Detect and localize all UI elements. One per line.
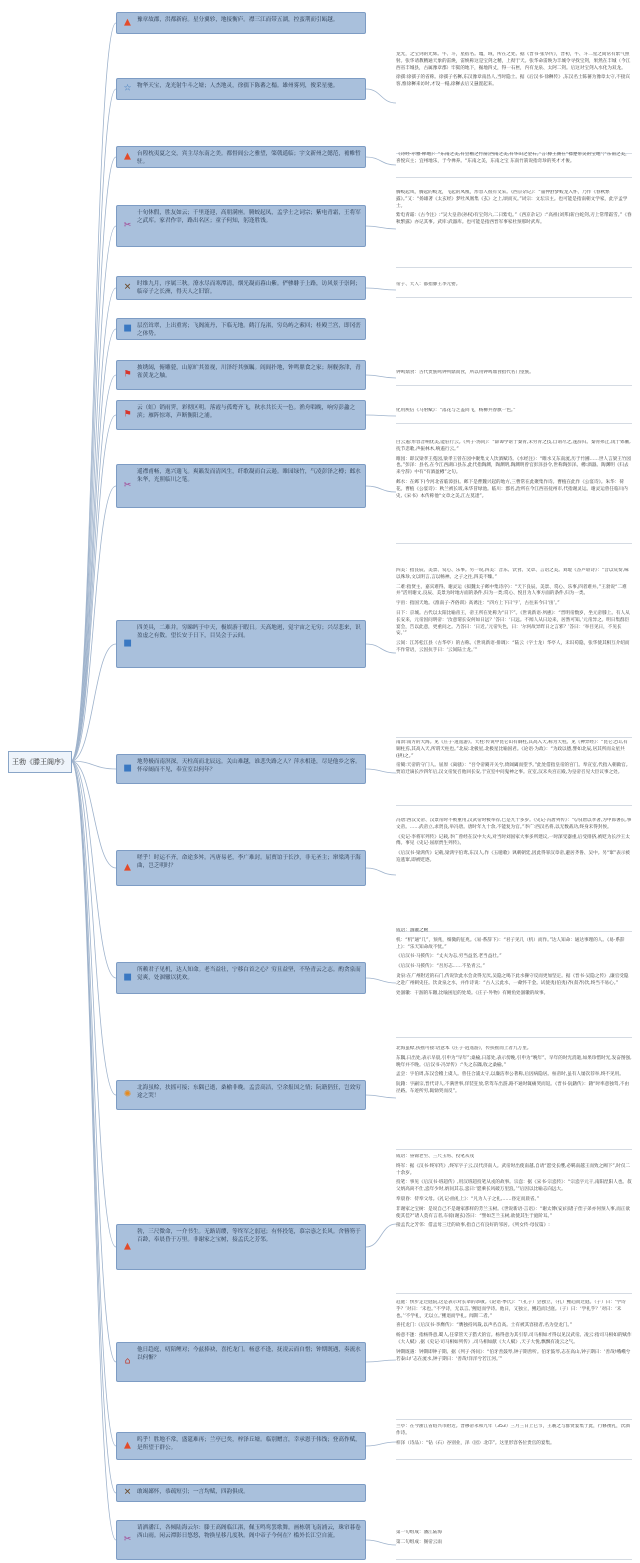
annotation-block xyxy=(396,1300,632,1420)
note-connector xyxy=(366,1442,396,1446)
annotation-text: 梓泽（诗品）：“钻（石）谷别业，泽（园）北邙”。这里形容各位贵官的宴集。 xyxy=(396,1440,555,1446)
annotation-text: 第一句组成：潘江陆海 xyxy=(396,1530,442,1535)
sword-icon: ✕ xyxy=(123,282,132,293)
annotation-underline xyxy=(396,267,632,268)
branch-text: 勃，三尺微命，一介书生。无路请缨，等终军之弱冠；有怀投笔，慕宗悫之长风。舍簪笏于百龄，奉晨昏于万里。非谢家之宝树，接孟氏之芳邻。 xyxy=(137,1229,361,1243)
branch-node[interactable] xyxy=(116,400,366,430)
annotation-block xyxy=(396,190,632,268)
annotation-block xyxy=(396,568,632,738)
home-icon: ⌂ xyxy=(124,1356,131,1367)
annotation-text: 奉晨昏：侍奉父母。《礼记·曲礼上》：“凡为人子之礼,……昏定而晨省。” xyxy=(396,1196,540,1202)
annotation-underline xyxy=(396,385,632,386)
annotation-text: 阮籍：字嗣宗,晋代诗人,不满世事,佯装狂放,常驾车出游,路不通时辄痛哭而返。《晋书·阮籍传》：籍“时率意独驾,不由径路。车迹所穷,辄恸哭而反”。 xyxy=(396,1082,630,1094)
annotation-text: 邺水：在邺下(今河北省临漳县)。邺下是曹魏兴起的地方,三曹常在此聚集作诗。曹植在此作《公宴诗》。朱华：荷花。曹植《公宴诗》：秋兰被长坂,朱华冒绿池。临川：郡名,治所在今江西省抚州市,代指谢灵运。谢灵运曾任临川内史,《宋书》本传称他“文章之美,江左莫逮”。 xyxy=(396,479,628,499)
branch-text: 时维九月，序属三秋。潦水尽而寒潭清，烟光凝而暮山紫。俨骖騑于上路，访风景于崇阿；临帝子之长洲，得天人之旧馆。 xyxy=(137,281,361,295)
branch-node[interactable] xyxy=(116,1520,366,1560)
annotation-underline xyxy=(396,1419,632,1420)
root-branch-connector xyxy=(71,761,116,1095)
annotation-underline xyxy=(396,1149,632,1150)
branch-node[interactable] xyxy=(116,620,366,668)
annotation-text: 《后汉书·马援传》：“吾厉志……不坠青云。” xyxy=(396,964,485,970)
annotation-text: 投笔：事见《后汉书·班超传》,用汉班超投笔从戎的故事。宗悫：据《宋书·宗悫传》：“宗悫字元干,南阳涅阳人也。叔父炳高尚不仕,悫年少时,炳问其志,悫曰:‘愿乘长风破万里浪。’”后因以比喻志向远大。 xyxy=(396,1180,632,1193)
branch-node[interactable] xyxy=(116,464,366,508)
annotation-block xyxy=(396,928,632,1038)
annotation-text: 非谢家之宝树：是说自己不是谢家那样的芳兰玉树。《世说新语·言语》：“谢太傅(安)问诸子侄子弟亦何预人事,而正欲使其佳?”诸人莫有言者,车骑(谢玄)答曰：“譬如芝兰玉树,欲使其生于庭阶耳。” xyxy=(396,1206,630,1219)
branch-node[interactable] xyxy=(116,1432,366,1460)
annotation-block xyxy=(396,1046,632,1150)
branch-node[interactable] xyxy=(116,1080,366,1110)
note-connector xyxy=(366,769,396,773)
branch-text: 遥襟甫畅，逸兴遄飞。爽籁发而清风生，纤歌凝而白云遏。睢园绿竹，气凌彭泽之樽；邺水朱华，光照临川之笔。 xyxy=(137,469,361,483)
branch-node[interactable] xyxy=(116,205,366,247)
annotation-text: 钟期既遇：钟期即钟子期。据《列子·汤问》：“伯牙善鼓琴,钟子期善听。伯牙鼓琴,志在高山,钟子期曰：‘善哉!峨峨兮若泰山!’志在流水,钟子期曰：‘善哉!洋洋兮若江河。’” xyxy=(396,1349,631,1362)
annotation-text: 帝子、天人：都指滕王李元婴。 xyxy=(396,282,461,287)
note-connector xyxy=(366,157,396,165)
annotation-block xyxy=(396,1530,632,1560)
annotation-underline xyxy=(396,1459,632,1460)
square-icon: ■ xyxy=(123,638,132,649)
annotation-text: 喜托龙门:《后汉书·李膺传》：“膺独持风裁,以声名自高。士有被其容接者,名为登龙门。” xyxy=(396,1323,573,1329)
annotation-block xyxy=(396,282,632,298)
branch-text: 层峦耸翠，上出重霄；飞阁流丹，下临无地。鹤汀凫渚，穷岛屿之萦回；桂殿兰宫，即冈峦之体势。 xyxy=(137,323,361,337)
annotation-underline xyxy=(396,177,632,178)
annotation-underline xyxy=(396,805,632,806)
annotation-block xyxy=(396,52,632,154)
annotation-underline xyxy=(396,1037,632,1038)
fire-icon: ▲ xyxy=(124,17,131,28)
square-icon: ■ xyxy=(123,972,132,983)
note-connector xyxy=(366,375,396,378)
branch-text: 北海虽赊，扶摇可接；东隅已逝，桑榆非晚。孟尝高洁，空余报国之情；阮籍猖狂，岂效穷途之哭！ xyxy=(137,1085,361,1099)
branch-text: 呜乎！胜地不常，盛筵难再；兰亭已矣，梓泽丘墟。临别赠言，幸承恩于伟饯；登高作赋，是所望于群公。 xyxy=(137,1437,361,1451)
note-connector xyxy=(366,288,396,290)
annotation-text: 紫电青霜:《古今注》:“吴大皇帝(孙权)有宝剑六,二曰紫电。”《西京杂记》:“高祖(刘邦)斩白蛇剑,刃上常带霜雪。”《春秋繁露》亦记其事。武库:武器库。也可能是指西晋军事家杜预那时武库。 xyxy=(396,213,632,226)
note-connector xyxy=(366,1224,396,1247)
annotation-text: 腾蛟起凤，腾起的蛟龙，飞起的凤凰，形容人很有文采。《西京杂记》：“董仲舒梦蛟龙入怀，乃作《春秋繁露》。”又：“扬雄著《太玄经》梦吐凤凰集《玄》之上,顷而灭。”词宗：文坛宗主。也可能是指南朝文学家，此字孟学士。 xyxy=(396,190,628,209)
branch-text: 嗟乎！时运不齐，命途多舛。冯唐易老，李广难封。屈贾谊于长沙，非无圣主；窜梁鸿于海曲，岂乏明时？ xyxy=(137,855,361,869)
annotation-text: 机：“机”通“几”，预兆，细微的征兆。《易·系辞下》：“君子见几（机）而作。”达人知命：通达事理的人。《易·系辞上》：“乐天知命故不忧。” xyxy=(396,937,625,950)
branch-node[interactable] xyxy=(116,850,366,886)
branch-node[interactable] xyxy=(116,146,366,168)
annotation-text: 《诗经·尔雅·释地》：“东南之美,有会稽之竹箭;西南之美,有华山之金石。”言:滕王阁在“襟楚带吴的宝地”;“东南之美，喜悦宾主；宜州地乐，于今禅养。“东南之美，东南之宝 东南竹箭说指奇珍的英才才俊。 xyxy=(396,152,630,164)
root-branch-connector xyxy=(71,761,116,1247)
branch-node[interactable] xyxy=(116,78,366,100)
root-node[interactable]: 王勃《滕王阁序》 xyxy=(8,751,72,773)
branch-text: 敢竭鄙怀，恭疏短引；一言均赋，四韵俱成。 xyxy=(137,1489,249,1495)
annotation-text: 钟鸣鼎食：古代贵族鸣钟列鼎而食，所以用钟鸣鼎食指代名门望族。 xyxy=(396,370,534,375)
note-connector xyxy=(366,868,396,875)
tools-icon: ✂ xyxy=(123,480,132,491)
annotation-underline xyxy=(396,1293,632,1294)
branch-text: 他日趋庭，叨陪鲤对；今兹捧袂，喜托龙门。杨意不逢，抚凌云而自惜；钟期既遇，奏流水以何惭？ xyxy=(137,1347,361,1361)
tools-icon: ✂ xyxy=(123,220,132,231)
fire-icon: ▲ xyxy=(124,1241,131,1252)
annotation-block xyxy=(396,440,632,544)
branch-text: 披绣闼，俯雕甍，山原旷其盈视，川泽纡其骇瞩。闾阎扑地，钟鸣鼎食之家；舸舰弥津，青雀黄龙之舳。 xyxy=(137,365,361,379)
annotation-block xyxy=(396,152,632,178)
branch-text: 十旬休假，胜友如云；千里逢迎，高朋满座。腾蛟起凤，孟学士之词宗；紫电青霜，王将军之武库。家君作宰，路出名区；童子何知，躬逢胜饯。 xyxy=(137,210,361,224)
annotation-text: 云间：江苏松江县（古华亭）的古称。《世说新语·排调》：“陆云（字士龙）华亭人，未识荀隐，张华使其相互介绍而不作常语，云因抗手曰：‘云间陆士龙。’” xyxy=(396,641,630,653)
annotation-block xyxy=(396,740,632,806)
annotation-text: 杨意不逢：指杨得意,蜀人,任掌管天子猎犬的官。杨得意为其引荐,司马相如才得以见汉武帝。凌云:指司马相如的赋作《大人赋》,据《史记·司马相如列传》,司马相如献《大人赋》,天子大悦,飘飘有凌云之气。 xyxy=(396,1333,632,1345)
root-branch-connector xyxy=(71,157,116,761)
annotation-text: 四美：指良辰、美景、赏心、乐事。另一说,四美：音乐、饮食、文章、言语之美。刘琨《答卢谌诗》：“音以赏奏,味以殊珍,文以明言,言以畅神。之子之往,四美不臻。” xyxy=(396,568,629,580)
note-connector xyxy=(366,1540,396,1545)
square-icon: ■ xyxy=(123,323,132,334)
annotation-text: 东隅,日出处,表示早晨,引申为“早年”;桑榆,日落处,表示傍晚,引申为“晚年”。早年的时光消逝,如果珍惜时光,发奋图强,晚年并不晚。《后汉书·冯异传》:“失之东隅,收之桑榆。” xyxy=(396,1055,632,1068)
root-branch-connector xyxy=(71,761,116,1362)
annotation-text: 宇宙：指国天地。《淮南子·齐俗训》高诱注：“四方上下曰‘宇’，古往来今曰‘宙’。” xyxy=(396,601,560,607)
root-branch-connector xyxy=(71,761,116,978)
annotation-underline xyxy=(396,1559,632,1560)
annotation-text: 白云遏:形容音响优美,能驻行云。《列子·汤问》：“薛谭学讴于秦青,未穷青之技,自谓尽之,遂辞归。秦青弗止,饯于郊衢,抚节悲歌,声振林木,响遏行云。” xyxy=(396,440,631,452)
annotation-text: 《后汉书·梁鸿传》记载,梁鸿字伯鸾,东汉人,作《五噫歌》讽刺朝廷,因此得罪汉章帝,避居齐鲁、吴中。另“窜”表示被迫逃窜,即被贬逐。 xyxy=(396,851,631,863)
annotation-underline xyxy=(396,737,632,738)
branch-text: 物华天宝，龙光射牛斗之墟；人杰地灵，徐孺下陈蕃之榻。雄州雾列，俊采星驰。 xyxy=(137,83,339,89)
annotation-underline xyxy=(396,297,632,298)
branch-node[interactable] xyxy=(116,360,366,390)
note-connector xyxy=(366,644,396,653)
branch-node[interactable] xyxy=(116,1224,366,1270)
annotation-text: 北海虽赊,扶摇可接:语意本《庄子·逍遥游》，传扶摇而上者九万里。 xyxy=(396,1046,532,1051)
fire-icon: ▲ xyxy=(124,1440,131,1451)
branch-text: 云（虹）销雨霁，彩彻区明。落霞与孤鹜齐飞，秋水共长天一色。渔舟唱晚，响穷彭蠡之滨；雁阵惊寒，声断衡阳之浦。 xyxy=(137,405,356,419)
annotation-text: 接孟氏之芳邻：借孟母三迁的故事,指自己有良好的邻居。《列女传·母仪篇》: xyxy=(396,1223,550,1229)
branch-node[interactable] xyxy=(116,276,366,300)
sword-icon: ✕ xyxy=(123,1487,132,1498)
note-connector xyxy=(366,1095,396,1098)
star-icon: ☆ xyxy=(123,83,132,94)
branch-node[interactable] xyxy=(116,962,366,994)
branch-text: 所赖君子见机，达人知命。老当益壮，宁移白首之心？穷且益坚，不坠青云之志。酌贪泉而觉爽，处涸辙以犹欢。 xyxy=(137,967,361,981)
annotation-text: 第二句组成：阁帝云雨 xyxy=(396,1539,442,1545)
branch-node[interactable] xyxy=(116,1342,366,1382)
note-connector xyxy=(366,486,396,492)
annotation-text: 帝阍:天帝的守门人。屈原《离骚》：“吾令帝阍开关兮,倚阊阖而望予。”此处借指皇帝的宫门。奉宣室,代指入朝做官。贾谊迁谪长沙四年后,汉文帝复召他回长安,于宣室中问鬼神之事。宣室,汉未央宫正殿,为皇帝召见大臣议事之处。 xyxy=(396,763,631,776)
root-branch-connector xyxy=(71,288,116,761)
note-connector xyxy=(366,415,396,416)
annotation-text: 《史记·李将军列传》记载,李广曾经在汉中大夫,对当时刘国家大事多所建议,一时深受器重,后受排挤,被贬为长沙王太傅。事见《史记·屈原贾生列传》。 xyxy=(396,834,630,847)
branch-text: 四美具，二难并。穷睇眄于中天，极娱游于暇日。天高地迥，觉宇宙之无穷；兴尽悲来，识盈虚之有数。望长安于日下，目吴会于云间。 xyxy=(137,625,361,639)
annotation-underline xyxy=(396,423,632,424)
annotation-text: 《后汉书·马援传》：“丈夫为志,穷当益坚,老当益壮。” xyxy=(396,954,502,960)
flag-icon: ⚑ xyxy=(123,369,132,380)
note-connector xyxy=(366,1360,396,1362)
root-branch-connector xyxy=(71,23,116,761)
annotation-underline xyxy=(396,543,632,544)
annotation-text: 贪泉:在广州附近的石门,传说饮此水会贪得无厌,吴隐之喝下此水操守反而更加坚定。据《晋书·吴隐之传》,廉官受隐之赴广州刺史任。饮贪泉之水，并作诗说：“古人云此水，一歃怀千金。试使夷(伯夷)齐(叔齐)饮,终当不易心。” xyxy=(396,973,629,986)
annotation-text: 兰亭：在今浙江省绍兴市附近。晋穆帝永和九年（353）三月三日上巳节，王羲之与群贤宴集于此，行修禊礼，饮酒作诗。 xyxy=(396,1424,630,1436)
annotation-text: 化用庾信《马射赋》：“落花与芝盖同飞，杨柳共春旗一色。” xyxy=(396,408,516,413)
branch-text: 豫章故郡，洪都新府。星分翼轸，地接衡庐。襟三江而带五湖，控蛮荆而引瓯越。 xyxy=(137,17,339,23)
branch-node[interactable] xyxy=(116,12,366,34)
annotation-text: 南溟:南方的大海。见《庄子·逍遥游》。天柱:传说中昆仑山有铜柱,其高入天,称为天柱。见《神异经》：“昆仑之山,有铜柱焉,其高入天,所谓天柱也。”北辰:北极星,北极星比喻国君。《论语·为政》：“为政以德,譬如北辰,居其所而众星共(拱)之。” xyxy=(396,740,628,759)
branch-node[interactable] xyxy=(116,754,366,784)
branch-node[interactable] xyxy=(116,1484,366,1502)
annotation-text: 日下：京城。古代以太阳比喻帝王，帝王所在处称为“日下”。《世说新语·夙惠》：“晋明帝数岁，坐元帝膝上。有人从长安来，元帝因问明帝：‘汝意谓长安何如日远？’答曰：‘日远。不闻人从日边来，居然可知。’元帝异之。明日集群臣宴会，告以此意，更重问之。乃答曰：‘日近。’元帝失色，曰：‘尔何故异昨日之言邪？’答曰：‘举目见日，不见长安。’” xyxy=(396,610,630,637)
branch-text: 地势极而南溟深，天柱高而北辰远。关山难越，谁悲失路之人？萍水相逢，尽是他乡之客。怀帝阍而不见，奉宣室以何年？ xyxy=(137,759,361,773)
note-connector xyxy=(366,226,396,229)
annotation-block xyxy=(396,1424,632,1460)
branch-text: 台隍枕夷夏之交，宾主尽东南之美。都督阎公之雅望，棨戟遥临；宇文新州之懿范，襜帷暂驻。 xyxy=(137,151,361,165)
square-icon: ■ xyxy=(123,763,132,774)
annotation-block xyxy=(396,1154,632,1294)
fire-icon: ▲ xyxy=(124,151,131,162)
annotation-block xyxy=(396,370,632,386)
note-connector xyxy=(366,978,396,983)
annotation-text: 终军：据《汉书·终军传》,终军字子云,汉代济南人。武帝时出使南越,自请“愿受长缨,必羁南越王而致之阙下”,时仅二十余岁。 xyxy=(396,1163,631,1176)
annotation-block xyxy=(396,408,632,424)
tools-icon: ✂ xyxy=(123,1534,132,1545)
annotation-text: 成语：昼锦老至、三尺玉笏、投笔从戎 xyxy=(396,1154,475,1159)
flag-icon: ⚑ xyxy=(123,409,132,420)
fire-icon: ▲ xyxy=(124,862,131,873)
annotation-text: 趋庭：快步走过庭院,这是表示对长辈的恭敬。《论语·季氏》：“（孔子）尝独立，（孔）鲤趋而过庭。（子）曰：‘学诗乎？’对曰：‘未也。’‘不学诗，无以言。’鲤退而学诗。他日，又独立，鲤趋而过庭。（子）曰：‘学礼乎？’对曰：‘未也。’‘不学礼，无以立。’鲤退而学礼。闻斯二者。” xyxy=(396,1300,626,1319)
annotation-text: 冯唐:西汉文帝、汉景帝时不被重用,汉武帝时被举荐,已是九十多岁。《史记·冯唐列传》：“(冯)唐以孝著,为中郎署长,事文帝。……武帝立,求贤良,举冯唐。唐时年九十余,不能复为官。”李广:西汉名将,以无数战功,终身未得封侯。 xyxy=(396,818,632,830)
sun-icon: ✺ xyxy=(123,1089,132,1100)
annotation-text: 处涸辙：干涸的车辙,比喻困厄的处境。《庄子·外物》有鲋鱼处涸辙的故事。 xyxy=(396,990,549,996)
annotation-text: 孟尝：字伯周,东汉会稽上虞人。曾任合浦太守,以廉洁奉公著称,后因病隐居。桓帝时,虽有人屡次荐举,终不见用。 xyxy=(396,1072,624,1078)
note-connector xyxy=(366,89,396,103)
annotation-text: 二难:指贤主、嘉宾难得。谢灵运《拟魏太子邺中集诗序》：“天下良辰、美景、赏心、乐事,四者难并。”王勃说“二难并”活用谢文,良辰、美景为时地方面的条件,归为一类;赏心、悦目为人事方面的条件,归为一类。 xyxy=(396,584,627,597)
branch-node[interactable] xyxy=(116,318,366,340)
annotation-text: 成语：涸辙之鲋 xyxy=(396,928,429,933)
branch-text: 请洒潘江，各倾陆海云尔：滕王高阁临江渚，佩玉鸣鸾罢歌舞。画栋朝飞南浦云，珠帘暮卷西山雨。闲云潭影日悠悠，物换星移几度秋。阁中帝子今何在？槛外长江空自流。 xyxy=(137,1525,361,1539)
annotation-text: 睢园：即汉梁孝王菟园,梁孝王曾在园中聚集文人饮酒赋诗。《水经注》：“睢水又东南流,历于竹圃……世人言梁王竹园也。”彭泽：县名,在今江西湖口县东,此代指陶渊，陶渊明,陶渊明曾官彭泽县令,世称陶彭泽。樽:酒器。陶渊明《归去来兮辞》中有“有酒盈樽”之句。 xyxy=(396,456,631,476)
annotation-text: 龙光，之宝剑的光辉。牛、斗，星宿名。墟，域，所在之处。据《晋书·张华传》，晋初，牛、斗二星之间常有紫气照射。张华请教精通天象的雷焕，雷焕称这是宝剑之精，上彻于天。张华命雷焕为丰城令寻找宝剑，果然在丰城（今江西省丰城县，古属豫章郡）牢狱的地下，掘地四丈，得一石匣，内有龙泉、太阿二剑。后这对宝剑入水化为双龙。 xyxy=(396,52,631,71)
root-branch-connector xyxy=(71,89,116,761)
annotation-block xyxy=(396,818,632,932)
annotation-text: 徐孺:徐孺子的省称。徐孺子名穉,东汉豫章南昌人,当时隐士。据《后汉书·徐穉传》,东汉名士陈蕃为豫章太守,不接宾客,惟徐穉来访时,才设一榻,徐穉去后又悬置起来。 xyxy=(396,75,630,88)
